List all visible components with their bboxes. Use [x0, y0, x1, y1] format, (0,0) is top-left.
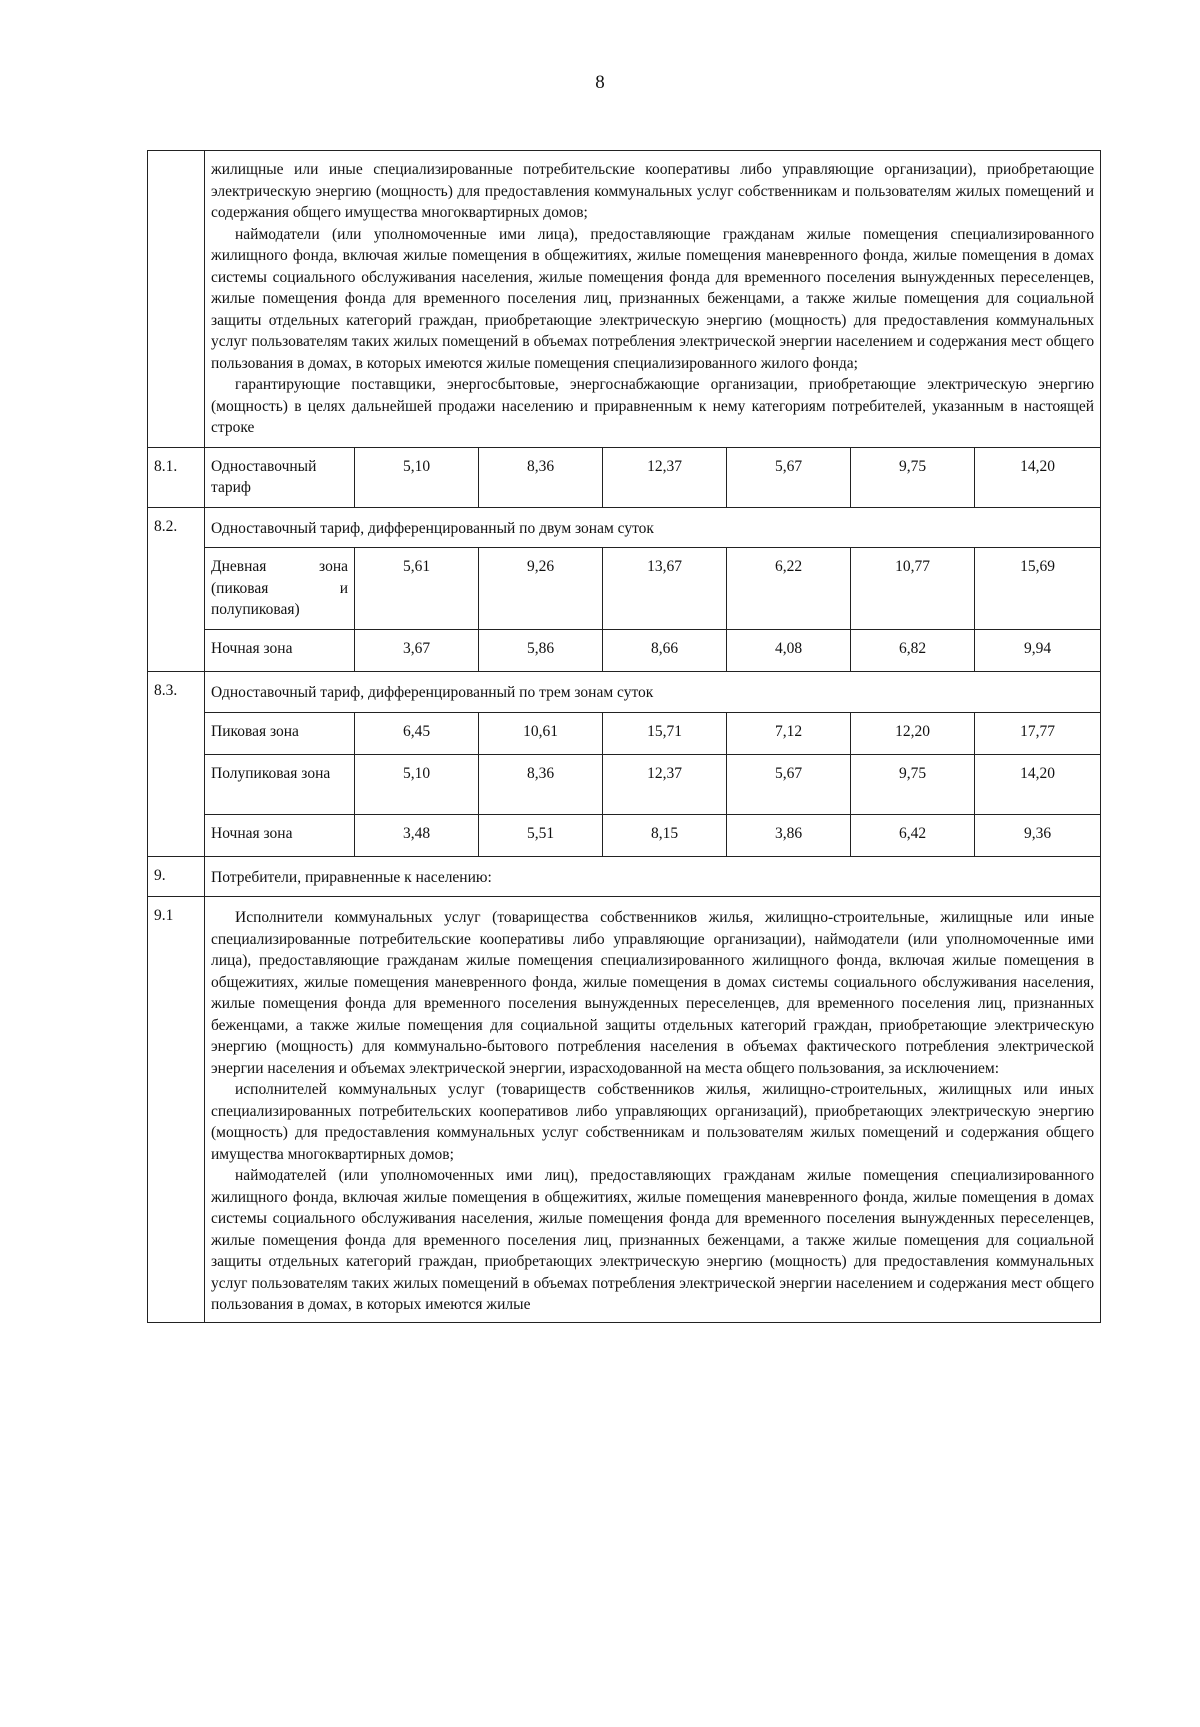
tariff-value: 8,15: [603, 814, 727, 856]
tariff-value: 5,10: [355, 447, 479, 507]
tariff-value: 5,51: [479, 814, 603, 856]
table-row-8-3: [148, 672, 1101, 713]
tariff-value: 12,37: [603, 447, 727, 507]
tariff-value: 13,67: [603, 548, 727, 630]
tariff-value: 8,66: [603, 630, 727, 672]
tariff-value: 15,69: [975, 548, 1101, 630]
table-row-8-1: [148, 447, 1101, 507]
tariff-value: 3,48: [355, 814, 479, 856]
tariff-value: 10,61: [479, 712, 603, 754]
section-heading: Потребители, приравненные к населению:: [205, 856, 1101, 897]
tariff-value: 14,20: [975, 447, 1101, 507]
intro-paragraph: наймодатели (или уполномоченные ими лица), предоставляющие гражданам жилые помещения специализированного жилищного фонда, включая жилые помещения в общежитиях, жилые помещения маневренного фонда, жилые помещения в домах системы социального обслуживания населения, жилые помещения фонда для временного поселения вынужденных переселенцев, жилые помещения фонда для временного поселения лиц, признанных беженцами, а также жилые помещения для социальной защиты отдельных категорий граждан, приобретающие электрическую энергию (мощность) для предоставления коммунальных услуг пользователям таких жилых помещений в объемах потребления электрической энергии населением и содержания мест общего пользования в домах, в которых имеются жилые помещения специализированного жилого фонда;: [211, 225, 1095, 372]
tariff-value: 15,71: [603, 712, 727, 754]
tariff-value: 5,67: [727, 447, 851, 507]
tariff-value: 9,75: [851, 754, 975, 814]
row-number-cell: [148, 151, 205, 448]
tariff-value: 3,67: [355, 630, 479, 672]
row-number: 8.2.: [148, 507, 205, 672]
tariff-value: 6,82: [851, 630, 975, 672]
tariff-value: 7,12: [727, 712, 851, 754]
tariff-value: 5,10: [355, 754, 479, 814]
tariff-value: 10,77: [851, 548, 975, 630]
tariff-value: 12,37: [603, 754, 727, 814]
body-paragraph: Исполнители коммунальных услуг (товарищества собственников жилья, жилищно-строительные, жилищные или иные специализированные потребительские кооперативы либо управляющие организации), наймодатели (или уполномоченные ими лица), предоставляющие гражданам жилые помещения специализированного жилищного фонда, включая жилые помещения в общежитиях, жилые помещения маневренного фонда, жилые помещения в домах системы социального обслуживания населения, жилые помещения фонда для временного поселения вынужденных переселенцев, для временного поселения лиц, признанных беженцами, а также жилые помещения для социальной защиты отдельных категорий граждан, приобретающие электрическую энергию (мощность) для коммунально-бытового потребления населения в объемах фактического потребления электрической энергии населения и объемах электрической энергии, израсходованной на места общего пользования, за исключением:: [211, 909, 1095, 1077]
tariff-value: 6,42: [851, 814, 975, 856]
table-row-8-3-peak: [148, 712, 1101, 754]
tariff-value: 12,20: [851, 712, 975, 754]
body-paragraph: исполнителей коммунальных услуг (товариществ собственников жилья, жилищно-строительных, жилищных или иных специализированных потребительских кооперативов либо управляющих организаций), приобретающих электрическую энергию (мощность) для предоставления коммунальных услуг собственникам и пользователям жилых помещений и содержания общего имущества многоквартирных домов;: [211, 1081, 1095, 1163]
intro-paragraph: гарантирующие поставщики, энергосбытовые, энергоснабжающие организации, приобретающие электрическую энергию (мощность) в целях дальнейшей продажи населению и приравненным к нему категориям потребителей, указанным в настоящей строке: [211, 376, 1095, 436]
tariff-value: 5,61: [355, 548, 479, 630]
row-9-1-text-cell: [205, 897, 1101, 1323]
tariff-value: 9,26: [479, 548, 603, 630]
row-label: Ночная зона: [205, 630, 355, 672]
row-label: Пиковая зона: [205, 712, 355, 754]
tariff-value: 9,36: [975, 814, 1101, 856]
table-row-8-3-night: [148, 814, 1101, 856]
intro-paragraph: жилищные или иные специализированные потребительские кооперативы либо управляющие организации), приобретающие электрическую энергию (мощность) для предоставления коммунальных услуг собственникам и пользователям жилых помещений и содержания общего имущества многоквартирных домов;: [211, 161, 1095, 221]
row-label: Ночная зона: [205, 814, 355, 856]
row-number: 8.3.: [148, 672, 205, 857]
tariff-table: [147, 150, 1101, 1323]
table-row-8-3-semipeak: [148, 754, 1101, 814]
row-label: Полупиковая зона: [205, 754, 355, 814]
tariff-value: 6,45: [355, 712, 479, 754]
row-label: Одноставочный тариф: [205, 447, 355, 507]
tariff-value: 5,67: [727, 754, 851, 814]
tariff-value: 8,36: [479, 754, 603, 814]
body-paragraph: наймодателей (или уполномоченных ими лиц), предоставляющих гражданам жилые помещения специализированного жилищного фонда, включая жилые помещения в общежитиях, жилые помещения маневренного фонда, жилые помещения в домах системы социального обслуживания населения, жилые помещения фонда для временного поселения вынужденных переселенцев, жилые помещения фонда для временного поселения лиц, признанных беженцами, а также жилые помещения для социальной защиты отдельных категорий граждан, приобретающих электрическую энергию (мощность) для предоставления коммунальных услуг пользователям таких жилых помещений в объемах потребления электрической энергии населением и содержания мест общего пользования в домах, в которых имеются жилые: [211, 1167, 1095, 1313]
table-row-9-1: [148, 897, 1101, 1323]
row-number: 9.1: [148, 897, 205, 1323]
tariff-value: 14,20: [975, 754, 1101, 814]
tariff-value: 8,36: [479, 447, 603, 507]
section-heading: Одноставочный тариф, дифференцированный по трем зонам суток: [205, 672, 1101, 713]
page-number: 8: [595, 72, 605, 93]
tariff-value: 9,75: [851, 447, 975, 507]
table-row-8-2-day: [148, 548, 1101, 630]
row-label: Дневная зона (пиковая и полупиковая): [205, 548, 355, 630]
table-row-9: [148, 856, 1101, 897]
row-number: 9.: [148, 856, 205, 897]
tariff-value: 6,22: [727, 548, 851, 630]
section-heading: Одноставочный тариф, дифференцированный по двум зонам суток: [205, 507, 1101, 548]
table-row-8-2: [148, 507, 1101, 548]
tariff-value: 9,94: [975, 630, 1101, 672]
intro-text-cell: [205, 151, 1101, 448]
tariff-value: 17,77: [975, 712, 1101, 754]
intro-row: [148, 151, 1101, 448]
tariff-value: 4,08: [727, 630, 851, 672]
tariff-value: 5,86: [479, 630, 603, 672]
table-row-8-2-night: [148, 630, 1101, 672]
row-number: 8.1.: [148, 447, 205, 507]
tariff-value: 3,86: [727, 814, 851, 856]
